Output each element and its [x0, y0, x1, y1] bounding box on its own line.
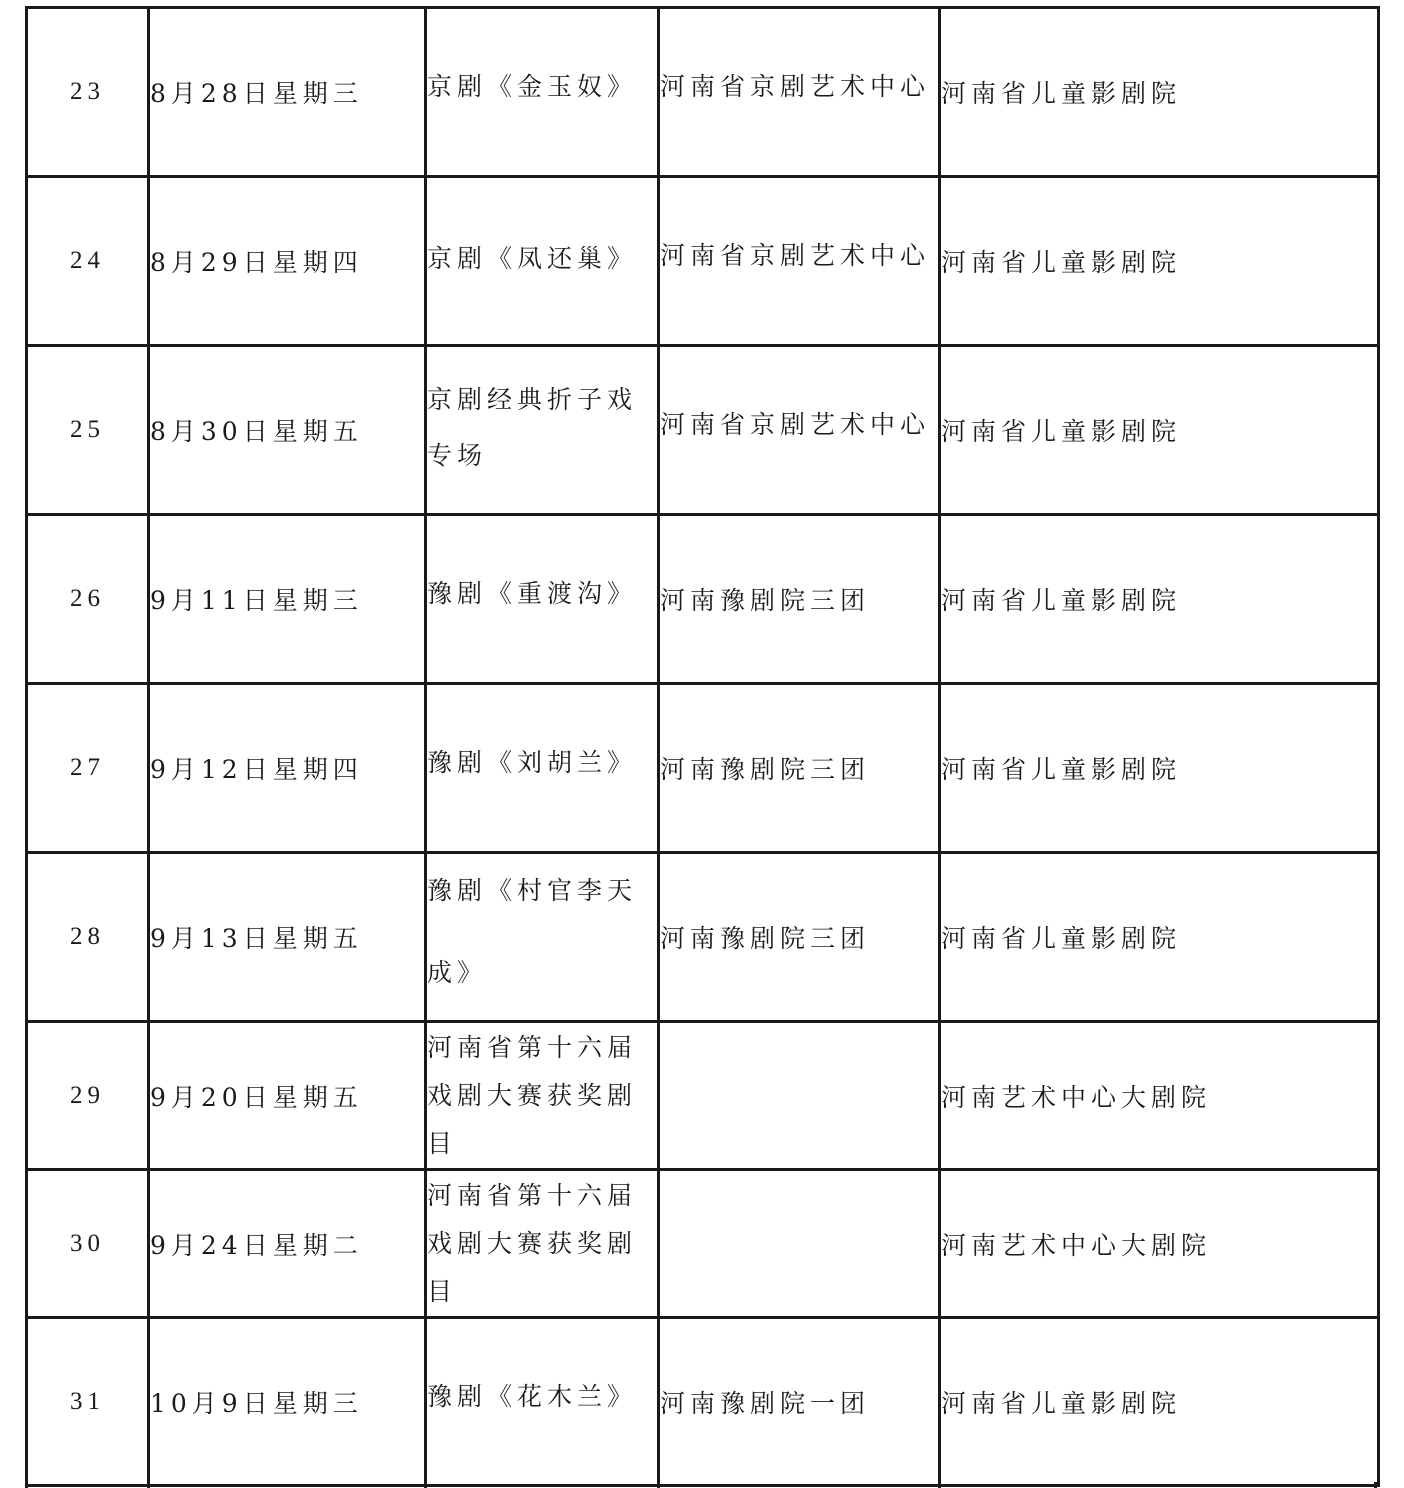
performance-venue: 河南艺术中心大剧院: [940, 1022, 1379, 1170]
row-number: 25: [27, 346, 149, 515]
performance-title-text: 河南省第十六届戏剧大赛获奖剧目: [427, 1180, 638, 1306]
performing-troupe-text: 河南省京剧艺术中心: [660, 241, 931, 270]
table-row: [27, 1022, 1379, 1170]
performance-title-text: 京剧经典折子戏专场: [427, 385, 638, 470]
column-divider: [25, 1482, 28, 1488]
performance-date: 9月12日星期四: [149, 684, 426, 853]
column-divider: [1374, 1482, 1377, 1488]
row-number: 26: [27, 515, 149, 684]
performance-venue: 河南艺术中心大剧院: [940, 1170, 1379, 1318]
performance-title: [426, 346, 659, 515]
performance-title: [426, 8, 659, 177]
performance-title: [426, 1170, 659, 1318]
performing-troupe: 河南豫剧院三团: [659, 853, 940, 1022]
performance-schedule-table: [25, 6, 1380, 1487]
performance-title-text: 京剧《凤还巢》: [427, 244, 638, 273]
table-row: [27, 1170, 1379, 1318]
table-row: [27, 684, 1379, 853]
column-divider: [657, 1482, 660, 1488]
performing-troupe: [659, 346, 940, 515]
performing-troupe: [659, 177, 940, 346]
row-number: 23: [27, 8, 149, 177]
performance-venue: 河南省儿童影剧院: [940, 346, 1379, 515]
table-row: [27, 177, 1379, 346]
performance-date: 9月11日星期三: [149, 515, 426, 684]
performance-title-text: 豫剧《花木兰》: [427, 1381, 638, 1411]
performance-date: 9月20日星期五: [149, 1022, 426, 1170]
table-row: [27, 346, 1379, 515]
table-row: [27, 515, 1379, 684]
performance-title: [426, 1318, 659, 1486]
performing-troupe: [659, 1022, 940, 1170]
row-number: 31: [27, 1318, 149, 1486]
column-divider: [424, 1482, 427, 1488]
performance-date: 8月28日星期三: [149, 8, 426, 177]
row-number: 29: [27, 1022, 149, 1170]
performance-date: 9月24日星期二: [149, 1170, 426, 1318]
performing-troupe-text: 河南省京剧艺术中心: [660, 72, 931, 101]
performance-venue: 河南省儿童影剧院: [940, 177, 1379, 346]
performing-troupe: 河南豫剧院一团: [659, 1318, 940, 1486]
performance-title-text: 豫剧《刘胡兰》: [427, 748, 638, 777]
performance-venue: 河南省儿童影剧院: [940, 684, 1379, 853]
performance-date: 10月9日星期三: [149, 1318, 426, 1486]
performance-date: 8月30日星期五: [149, 346, 426, 515]
row-number: 30: [27, 1170, 149, 1318]
column-divider: [147, 1482, 150, 1488]
performance-venue: 河南省儿童影剧院: [940, 515, 1379, 684]
performing-troupe: 河南豫剧院三团: [659, 515, 940, 684]
performance-title: [426, 515, 659, 684]
row-number: 28: [27, 853, 149, 1022]
table-row: [27, 853, 1379, 1022]
performance-title-text: 河南省第十六届戏剧大赛获奖剧目: [427, 1032, 638, 1158]
performance-title-text: 豫剧《村官李天成》: [427, 876, 638, 987]
performance-date: 9月13日星期五: [149, 853, 426, 1022]
performance-title-text: 豫剧《重渡沟》: [427, 579, 638, 608]
table-row: [27, 1318, 1379, 1486]
table-row: [27, 8, 1379, 177]
performance-title: [426, 1022, 659, 1170]
performing-troupe-text: 河南省京剧艺术中心: [660, 410, 931, 439]
performing-troupe: [659, 1170, 940, 1318]
performing-troupe: 河南豫剧院三团: [659, 684, 940, 853]
performance-title: [426, 684, 659, 853]
performance-venue: 河南省儿童影剧院: [940, 1318, 1379, 1486]
row-number: 27: [27, 684, 149, 853]
performance-title-text: 京剧《金玉奴》: [427, 72, 638, 101]
performance-title: [426, 177, 659, 346]
row-number: 24: [27, 177, 149, 346]
performance-venue: 河南省儿童影剧院: [940, 853, 1379, 1022]
performance-title: [426, 853, 659, 1022]
performing-troupe: [659, 8, 940, 177]
next-row-border-stub: [25, 1482, 1377, 1488]
performance-venue: 河南省儿童影剧院: [940, 8, 1379, 177]
column-divider: [938, 1482, 941, 1488]
performance-date: 8月29日星期四: [149, 177, 426, 346]
